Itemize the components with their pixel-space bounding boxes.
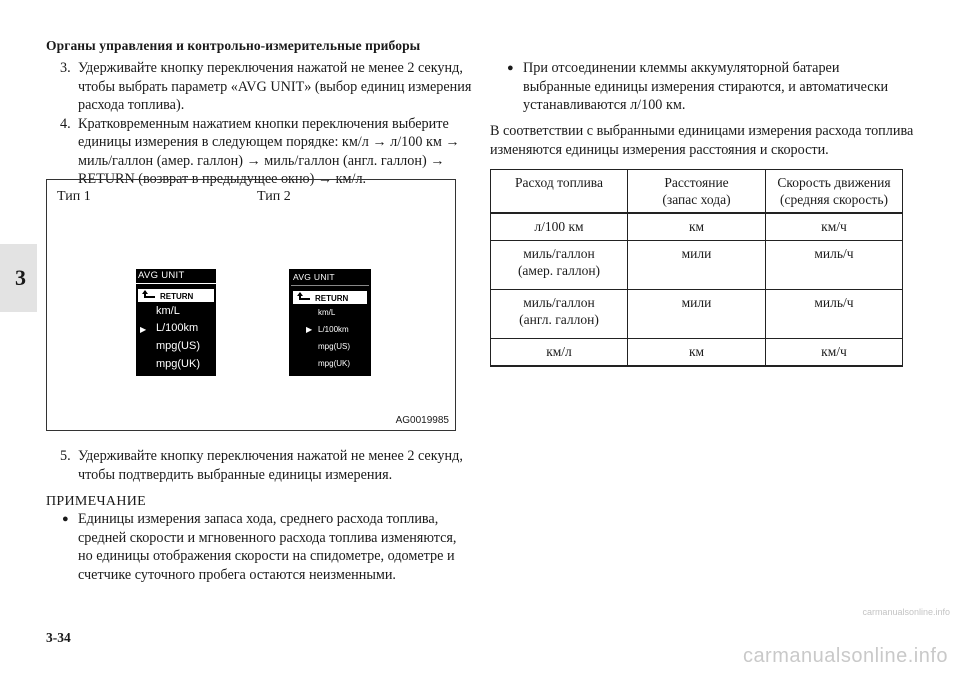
return-option xyxy=(293,291,367,304)
screen-divider xyxy=(291,285,369,286)
step-line: Кратковременным нажатием кнопки переключения выберите xyxy=(78,115,449,132)
screen-divider xyxy=(136,283,216,284)
table-cell: миль/галлон (амер. галлон) xyxy=(491,241,628,290)
bullet-icon: ● xyxy=(62,513,69,525)
figure-code: AG0019985 xyxy=(395,415,449,426)
selection-cursor-icon: ▶ xyxy=(306,325,313,334)
page-number: 3-34 xyxy=(46,630,71,645)
unit-option: mpg(US) xyxy=(156,340,201,352)
display-figure xyxy=(46,179,456,431)
table-cell: км/л xyxy=(491,339,628,367)
battery-note xyxy=(523,59,888,115)
step-number: 3. xyxy=(60,60,71,76)
type2-label: Тип 2 xyxy=(257,189,291,204)
table-header-row xyxy=(491,170,903,214)
selection-cursor-icon: ▶ xyxy=(140,325,147,334)
chapter-tab xyxy=(0,244,37,312)
table-cell: миль/галлон (англ. галлон) xyxy=(491,290,628,339)
step-line: единицы измерения в следующем порядке: км/л → л/100 км → xyxy=(78,134,460,150)
table-cell: км/ч xyxy=(766,213,903,241)
return-label: RETURN xyxy=(160,292,194,301)
units-paragraph xyxy=(490,122,913,159)
step-number: 4. xyxy=(60,115,71,132)
return-arrow-icon xyxy=(142,290,156,301)
return-label: RETURN xyxy=(315,294,349,303)
display-screen-type2 xyxy=(289,269,371,376)
return-arrow-icon xyxy=(297,292,311,303)
table-row xyxy=(491,241,903,290)
table-cell: миль/ч xyxy=(766,241,903,290)
unit-option: mpg(US) xyxy=(318,342,351,351)
units-table xyxy=(490,169,903,367)
units-paragraph-line: изменяются единицы измерения расстояния и скорости. xyxy=(490,141,829,158)
chapter-number: 3 xyxy=(15,265,26,290)
table-cell: л/100 км xyxy=(491,213,628,241)
step-line: чтобы выбрать параметр «AVG UNIT» (выбор единиц измерения xyxy=(78,78,472,95)
table-row xyxy=(491,339,903,367)
step-line: RETURN (возврат в предыдущее окно) → км/л. xyxy=(78,171,367,187)
battery-note-line: устанавливаются л/100 км. xyxy=(523,97,686,113)
table-row xyxy=(491,290,903,339)
note-heading: ПРИМЕЧАНИЕ xyxy=(46,494,146,509)
step-line: чтобы подтвердить выбранные единицы измерения. xyxy=(78,466,393,483)
table-row xyxy=(491,213,903,241)
screen-title: AVG UNIT xyxy=(138,270,185,281)
step-line: Удерживайте кнопку переключения нажатой не менее 2 секунд, xyxy=(78,60,463,76)
table-header-cell: Расход топлива xyxy=(491,170,628,214)
unit-option: mpg(UK) xyxy=(156,358,201,370)
unit-option: km/L xyxy=(318,308,336,317)
unit-option: L/100km xyxy=(318,325,349,334)
return-option xyxy=(138,289,214,302)
watermark: carmanualsonline.info xyxy=(742,645,948,667)
note-line: но единицы отображения скорости на спидометре, одометре и xyxy=(78,548,455,564)
battery-note-line: выбранные единицы измерения стираются, и автоматически xyxy=(523,78,889,95)
note-line: средней скорости и мгновенного расхода топлива изменяются, xyxy=(78,529,457,546)
table-cell: мили xyxy=(628,241,766,290)
unit-option: km/L xyxy=(156,305,180,317)
table-header-cell: Скорость движения (средняя скорость) xyxy=(766,170,903,214)
watermark-small: carmanualsonline.info xyxy=(862,607,950,617)
table-cell: км xyxy=(628,339,766,367)
units-paragraph-line: В соответствии с выбранными единицами измерения расхода топлива xyxy=(490,123,914,139)
display-screen-type1 xyxy=(136,269,216,376)
table-cell: км/ч xyxy=(766,339,903,367)
step-number: 5. xyxy=(60,448,71,464)
table-cell: миль/ч xyxy=(766,290,903,339)
page-header: Органы управления и контрольно-измерительные приборы xyxy=(46,38,421,53)
step-line: расхода топлива). xyxy=(78,97,185,113)
step-line: Удерживайте кнопку переключения нажатой не менее 2 секунд, xyxy=(78,448,463,464)
note-line: счетчике суточного пробега остаются неизменными. xyxy=(78,566,396,583)
battery-note-line: При отсоединении клеммы аккумуляторной батареи xyxy=(523,60,840,76)
table-cell: км xyxy=(628,213,766,241)
step-line: миль/галлон (амер. галлон) → миль/галлон (англ. галлон) → xyxy=(78,152,445,169)
table-cell: мили xyxy=(628,290,766,339)
note-line: Единицы измерения запаса хода, среднего расхода топлива, xyxy=(78,511,439,527)
screen-title: AVG UNIT xyxy=(293,272,335,282)
bullet-icon: ● xyxy=(507,62,514,74)
type1-label: Тип 1 xyxy=(57,189,91,204)
note-text xyxy=(78,510,456,584)
table-header-cell: Расстояние (запас хода) xyxy=(628,170,766,214)
unit-option: L/100km xyxy=(156,322,199,334)
unit-option: mpg(UK) xyxy=(318,359,351,368)
